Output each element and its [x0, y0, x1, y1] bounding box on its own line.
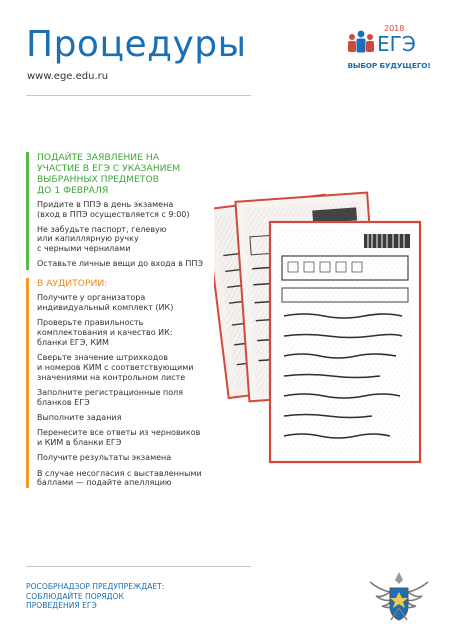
website-url: www.ege.edu.ru — [27, 71, 109, 82]
auditorium-list — [37, 293, 217, 494]
exam-forms-illustration — [214, 180, 434, 510]
exam-form-front — [270, 222, 420, 462]
auditorium-section — [26, 278, 206, 488]
before-exam-list — [37, 200, 217, 274]
section-accent-bar — [26, 278, 29, 488]
divider-top — [26, 95, 251, 96]
list-item: Проверьте правильность комплектования и качество ИК: бланки ЕГЭ, КИМ — [37, 318, 173, 347]
before-exam-heading: ПОДАЙТЕ ЗАЯВЛЕНИЕ НА УЧАСТИЕ В ЕГЭ С УКАЗАНИЕМ ВЫБРАННЫХ ПРЕДМЕТОВ ДО 1 ФЕВРАЛЯ — [37, 152, 181, 196]
list-item: Сверьте значение штрихкодов и номеров КИМ с соответствующими значениями на контрольном листе — [37, 352, 194, 382]
list-item: Получите у организатора индивидуальный комплект (ИК) — [37, 293, 174, 312]
list-item: Получите результаты экзамена — [37, 453, 172, 463]
logo-year: 2018 — [384, 24, 405, 33]
list-item: Заполните регистрационные поля бланков ЕГЭ — [37, 387, 184, 407]
list-item: Выполните задания — [37, 412, 122, 422]
section-accent-bar — [26, 152, 29, 270]
people-icon — [348, 31, 374, 53]
before-exam-section — [26, 152, 206, 270]
list-item: В случае несогласия с выставленными баллами — подайте апелляцию — [37, 468, 202, 488]
list-item: Придите в ППЭ в день экзамена (вход в ППЭ осуществляется с 9:00) — [37, 200, 190, 219]
list-item: Оставьте личные вещи до входа в ППЭ — [37, 258, 203, 268]
divider-bottom — [26, 566, 251, 567]
logo-name: ЕГЭ — [377, 32, 416, 56]
logo-tagline: ВЫБОР БУДУЩЕГО! — [347, 61, 431, 70]
list-item: Не забудьте паспорт, гелевую или капиллярную ручку с черными чернилами — [37, 224, 167, 254]
auditorium-heading: В АУДИТОРИИ: — [37, 278, 108, 289]
rosobrnadzor-warning: РОСОБРНАДЗОР ПРЕДУПРЕЖДАЕТ: СОБЛЮДАЙТЕ ПОРЯДОК ПРОВЕДЕНИЯ ЕГЭ — [26, 582, 165, 611]
rosobrnadzor-emblem-icon — [366, 568, 432, 624]
list-item: Перенесите все ответы из черновиков и КИМ в бланки ЕГЭ — [37, 428, 201, 448]
page-title: Процедуры — [26, 24, 247, 65]
